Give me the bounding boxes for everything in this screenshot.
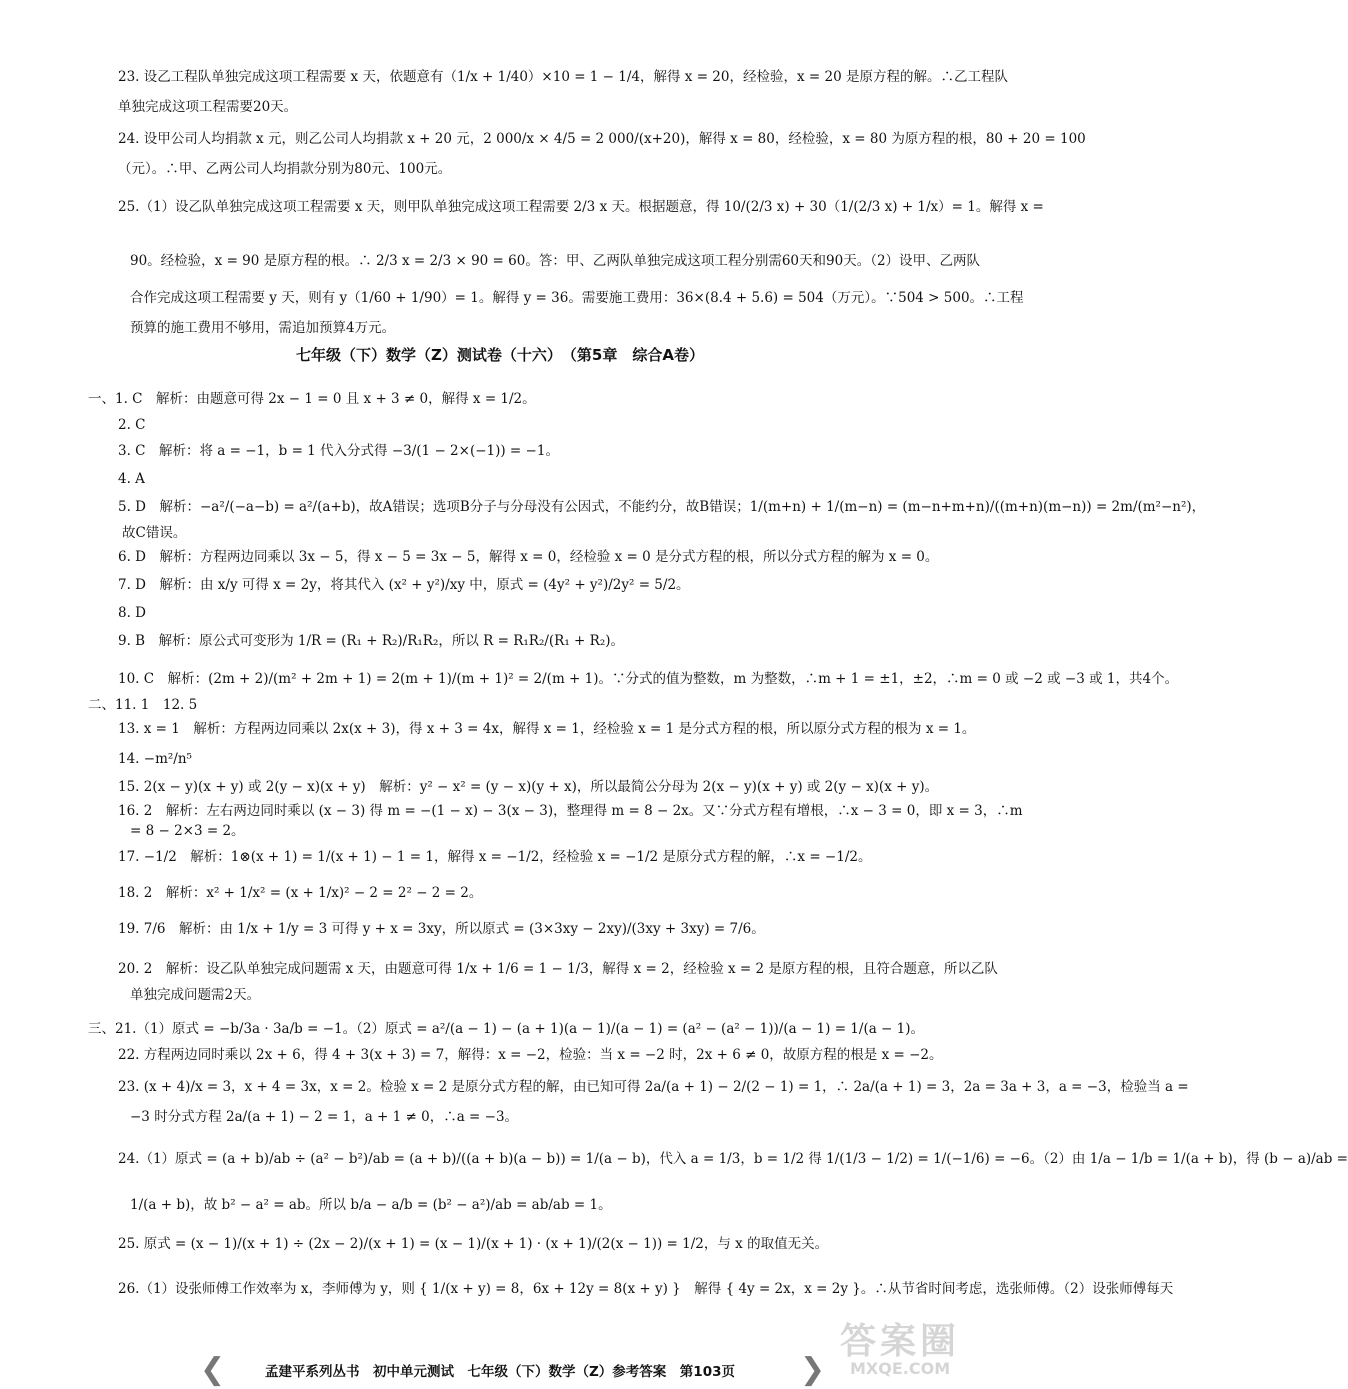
answer-line: 2. C — [118, 417, 146, 433]
answer-line: 22. 方程两边同时乘以 2x + 6，得 4 + 3(x + 3) = 7，解得：x = −2，检验：当 x = −2 时，2x + 6 ≠ 0，故原方程的根是 x = −2。 — [118, 1047, 943, 1063]
answer-line: （元）。∴甲、乙两公司人均捐款分别为80元、100元。 — [118, 161, 452, 177]
answer-line: 10. C 解析：(2m + 2)/(m² + 2m + 1) = 2(m + 1)/(m + 1)² = 2/(m + 1)。∵分式的值为整数，m 为整数，∴m + 1 = ±1，±2，∴m = 0 或 −2 或 −3 或 1，共4个。 — [118, 671, 1179, 687]
answer-line: 二、11. 1 12. 5 — [88, 697, 198, 713]
answer-line: 三、21.（1）原式 = −b/3a · 3a/b = −1。（2）原式 = a²/(a − 1) − (a + 1)(a − 1)/(a − 1) = (a² − (a² − 1))/(a − 1) = 1/(a − 1)。 — [88, 1021, 925, 1037]
answer-line: 合作完成这项工程需要 y 天，则有 y（1/60 + 1/90）= 1。解得 y = 36。需要施工费用：36×(8.4 + 5.6) = 504（万元）。∵504 > 500。∴工程 — [130, 290, 1024, 306]
answer-line: 20. 2 解析：设乙队单独完成问题需 x 天，由题意可得 1/x + 1/6 = 1 − 1/3，解得 x = 2，经检验 x = 2 是原方程的根，且符合题意，所以乙队 — [118, 961, 998, 977]
answer-line: 3. C 解析：将 a = −1，b = 1 代入分式得 −3/(1 − 2×(−1)) = −1。 — [118, 443, 559, 459]
answer-line: 90。经检验，x = 90 是原方程的根。∴ 2/3 x = 2/3 × 90 = 60。答：甲、乙两队单独完成这项工程分别需60天和90天。（2）设甲、乙两队 — [130, 253, 981, 269]
answer-line: 26.（1）设张师傅工作效率为 x，李师傅为 y，则 { 1/(x + y) = 8，6x + 12y = 8(x + y) } 解得 { 4y = 2x，x = 2y }。∴从节省时间考虑，选张师傅。（2）设张师傅每天 — [118, 1281, 1174, 1297]
answer-line: 18. 2 解析：x² + 1/x² = (x + 1/x)² − 2 = 2² − 2 = 2。 — [118, 885, 483, 901]
chevron-right-icon: ❯ — [800, 1352, 826, 1387]
answer-line: 1/(a + b)，故 b² − a² = ab。所以 b/a − a/b = (b² − a²)/ab = ab/ab = 1。 — [130, 1197, 612, 1213]
answer-line: 故C错误。 — [122, 525, 187, 541]
answer-line: 7. D 解析：由 x/y 可得 x = 2y，将其代入 (x² + y²)/xy 中，原式 = (4y² + y²)/2y² = 5/2。 — [118, 577, 690, 593]
answer-line: −3 时分式方程 2a/(a + 1) − 2 = 1，a + 1 ≠ 0，∴a = −3。 — [130, 1109, 519, 1125]
answer-line: 预算的施工费用不够用，需追加预算4万元。 — [130, 320, 396, 336]
answer-line: 19. 7/6 解析：由 1/x + 1/y = 3 可得 y + x = 3xy，所以原式 = (3×3xy − 2xy)/(3xy + 3xy) = 7/6。 — [118, 921, 765, 937]
answer-line: 一、1. C 解析：由题意可得 2x − 1 = 0 且 x + 3 ≠ 0，解得 x = 1/2。 — [88, 391, 536, 407]
answer-line: 14. −m²/n⁵ — [118, 751, 192, 767]
watermark-text: 答案圈 — [840, 1321, 961, 1362]
watermark-url: MXQE.COM — [850, 1359, 951, 1378]
answer-line: 17. −1/2 解析：1⊗(x + 1) = 1/(x + 1) − 1 = 1，解得 x = −1/2，经检验 x = −1/2 是原分式方程的解，∴x = −1/2。 — [118, 849, 872, 865]
answer-line: 24.（1）原式 = (a + b)/ab ÷ (a² − b²)/ab = (a + b)/((a + b)(a − b)) = 1/(a − b)，代入 a = 1/3，b = 1/2 得 1/(1/3 − 1/2) = 1/(−1/6) = −6。（2）由 1/a − 1/b = 1/(a + b)，得 (b − a)/ab = — [118, 1151, 1348, 1167]
answer-line: 8. D — [118, 605, 146, 621]
answer-line: 23. (x + 4)/x = 3，x + 4 = 3x，x = 2。检验 x = 2 是原分式方程的解，由已知可得 2a/(a + 1) − 2/(2 − 1) = 1，∴ 2a/(a + 1) = 3，2a = 3a + 3，a = −3，检验当 a = — [118, 1079, 1189, 1095]
answer-line: 6. D 解析：方程两边同乘以 3x − 5，得 x − 5 = 3x − 5，解得 x = 0，经检验 x = 0 是分式方程的根，所以分式方程的解为 x = 0。 — [118, 549, 939, 565]
answer-line: 25. 原式 = (x − 1)/(x + 1) ÷ (2x − 2)/(x + 1) = (x − 1)/(x + 1) · (x + 1)/(2(x − 1)) = 1/2，与 x 的取值无关。 — [118, 1236, 829, 1252]
answer-line: 单独完成这项工程需要20天。 — [118, 99, 298, 115]
answer-line: 24. 设甲公司人均捐款 x 元，则乙公司人均捐款 x + 20 元，2 000/x × 4/5 = 2 000/(x+20)，解得 x = 80，经检验，x = 80 为原方程的根，80 + 20 = 100 — [118, 131, 1086, 147]
answer-line: 9. B 解析：原公式可变形为 1/R = (R₁ + R₂)/R₁R₂，所以 R = R₁R₂/(R₁ + R₂)。 — [118, 633, 624, 649]
answer-line: 23. 设乙工程队单独完成这项工程需要 x 天，依题意有（1/x + 1/40）×10 = 1 − 1/4，解得 x = 20，经检验，x = 20 是原方程的解。∴乙工程队 — [118, 69, 1008, 85]
answer-line: 单独完成问题需2天。 — [130, 987, 261, 1003]
watermark-logo — [800, 1313, 990, 1383]
answer-line: 16. 2 解析：左右两边同时乘以 (x − 3) 得 m = −(1 − x) − 3(x − 3)，整理得 m = 8 − 2x。又∵分式方程有增根，∴x − 3 = 0，即 x = 3，∴m — [118, 803, 1023, 819]
answer-line: 25.（1）设乙队单独完成这项工程需要 x 天，则甲队单独完成这项工程需要 2/3 x 天。根据题意，得 10/(2/3 x) + 30（1/(2/3 x) + 1/x）= 1。解得 x = — [118, 199, 1044, 215]
chevron-left-icon: ❮ — [200, 1352, 226, 1387]
answer-line: 4. A — [118, 471, 145, 487]
answer-line: = 8 − 2×3 = 2。 — [130, 823, 245, 839]
answer-line: 5. D 解析：−a²/(−a−b) = a²/(a+b)，故A错误；选项B分子与分母没有公因式，不能约分，故B错误；1/(m+n) + 1/(m−n) = (m−n+m+n)/((m+n)(m−n)) = 2m/(m²−n²)， — [118, 499, 1206, 515]
answer-line: 13. x = 1 解析：方程两边同乘以 2x(x + 3)，得 x + 3 = 4x，解得 x = 1，经检验 x = 1 是分式方程的根，所以原分式方程的根为 x = 1。 — [118, 721, 976, 737]
answer-line: 15. 2(x − y)(x + y) 或 2(y − x)(x + y) 解析：y² − x² = (y − x)(y + x)，所以最简公分母为 2(x − y)(x + y) 或 2(y − x)(x + y)。 — [118, 779, 939, 795]
page-footer: 孟建平系列丛书 初中单元测试 七年级（下）数学（Z）参考答案 第103页 — [265, 1364, 735, 1380]
section-title: 七年级（下）数学（Z）测试卷（十六） （第5章 综合A卷） — [296, 346, 704, 364]
